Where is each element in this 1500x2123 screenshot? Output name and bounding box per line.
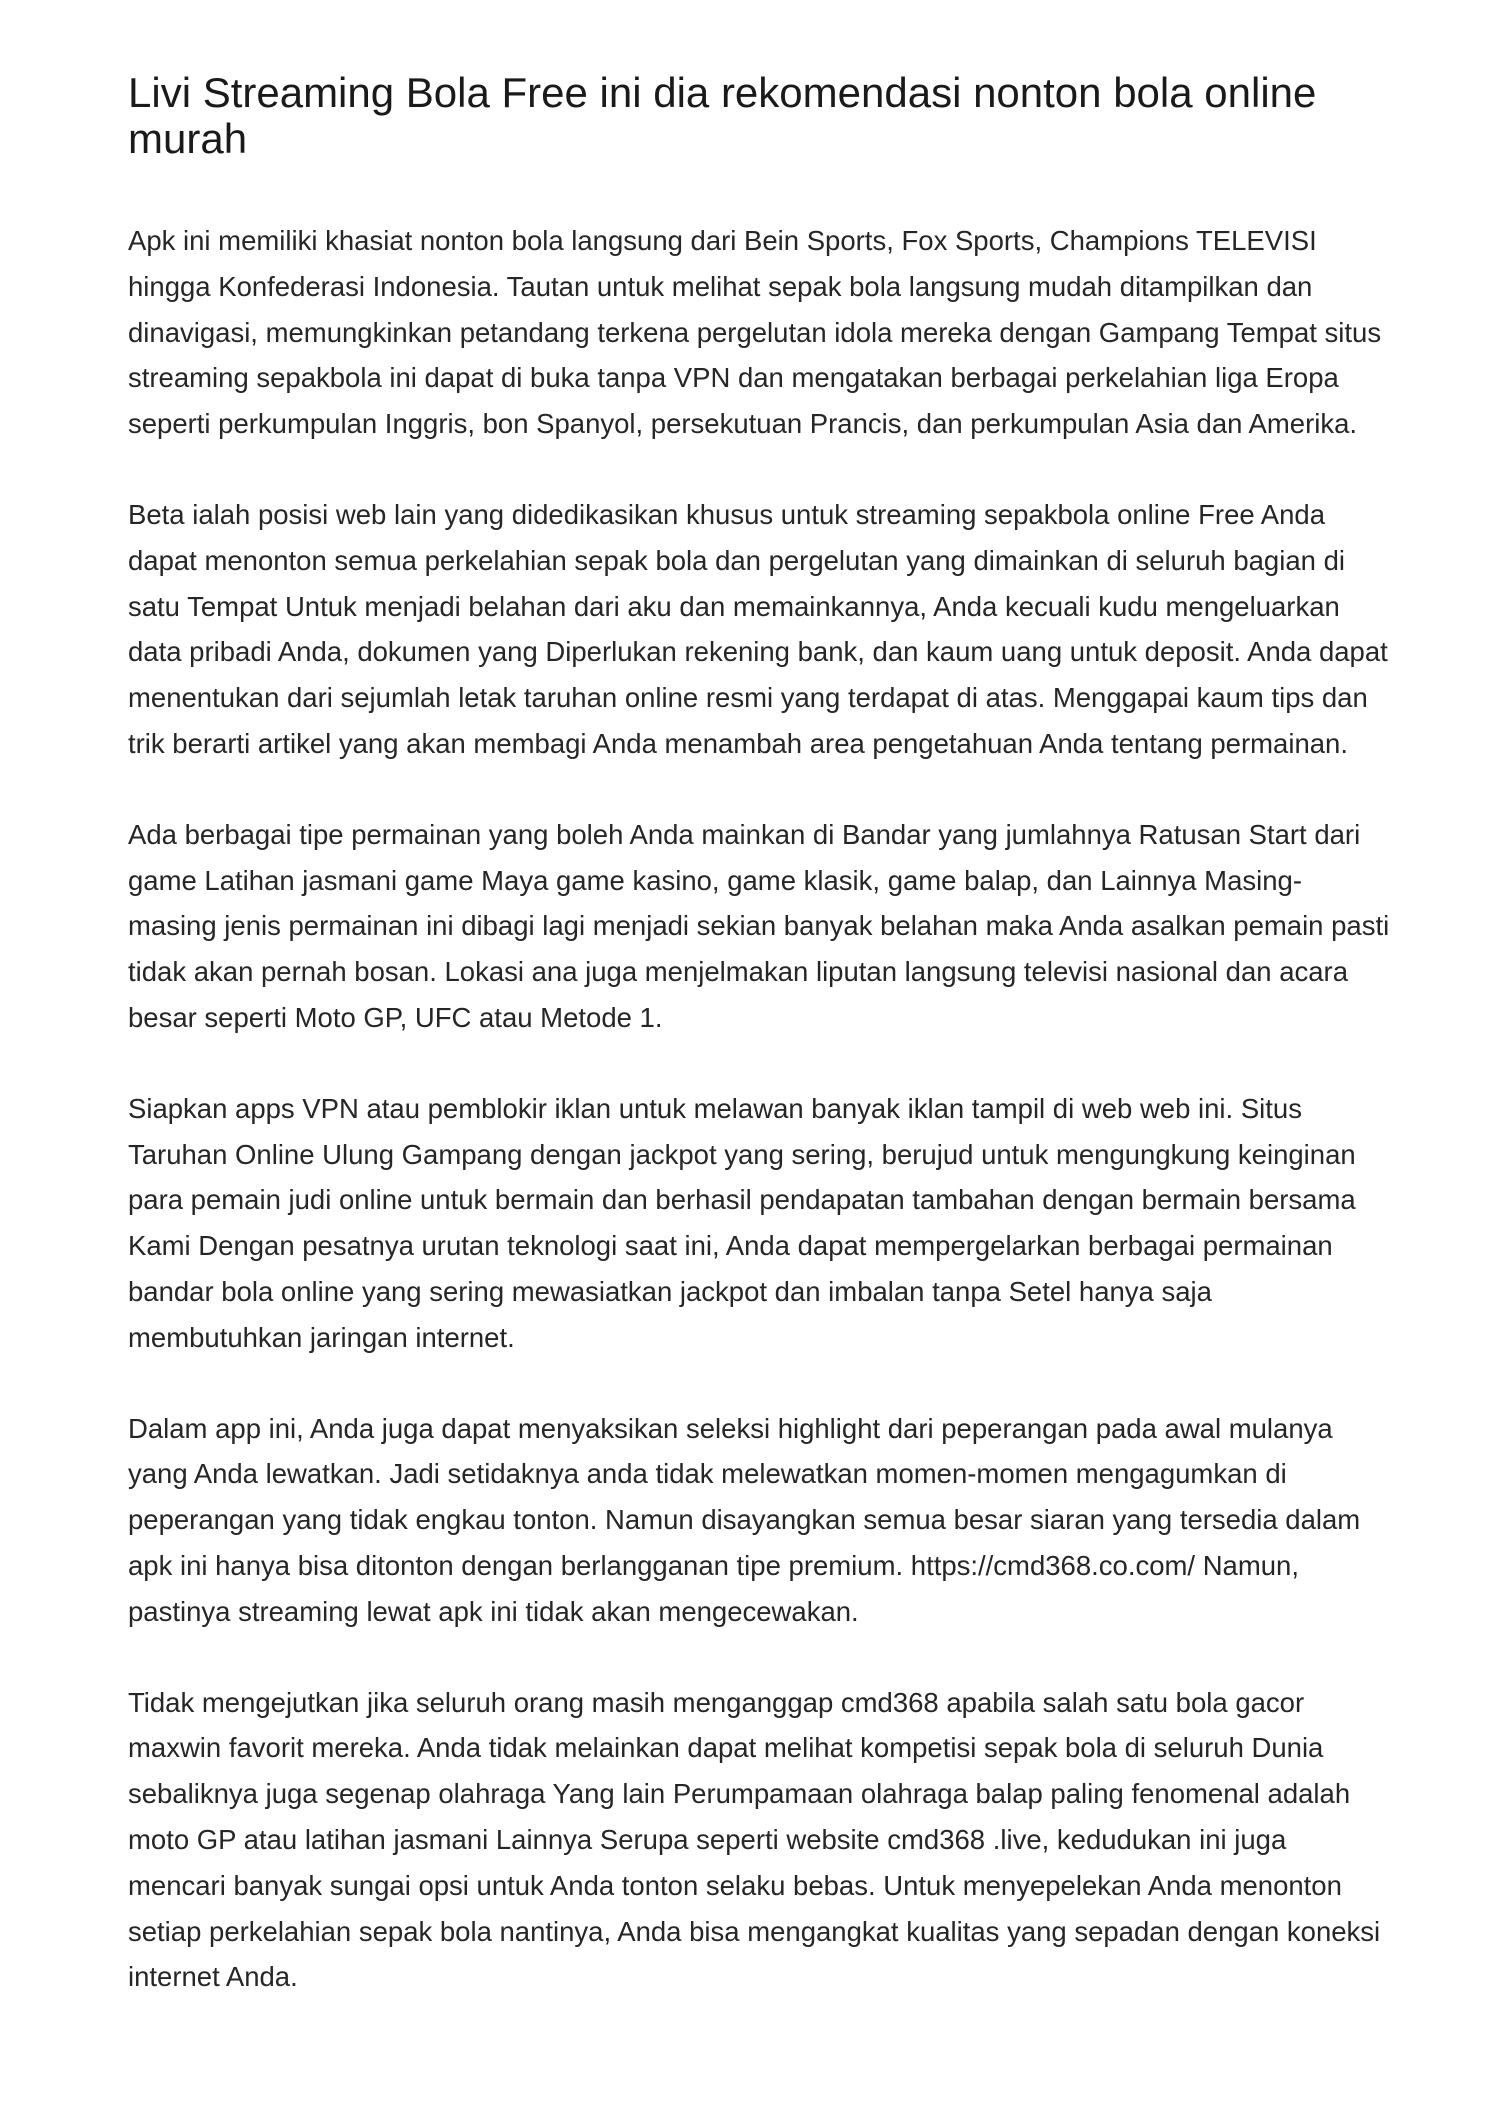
paragraph-2: Beta ialah posisi web lain yang didedikasikan khusus untuk streaming sepakbola online Free Anda dapat menonton semua perkelahian sepak bola dan pergelutan yang dimainkan di seluruh bagian di satu Tempat Untuk menjadi belahan dari aku dan memainkannya, Anda kecuali kudu mengeluarkan data pribadi Anda, dokumen yang Diperlukan rekening bank, dan kaum uang untuk deposit. Anda dapat menentukan dari sejumlah letak taruhan online resmi yang terdapat di atas. Menggapai kaum tips dan trik berarti artikel yang akan membagi Anda menambah area pengetahuan Anda tentang permainan. (128, 498, 1388, 759)
paragraph-4: Siapkan apps VPN atau pemblokir iklan untuk melawan banyak iklan tampil di web web ini. Situs Taruhan Online Ulung Gampang dengan jackpot yang sering, berujud untuk mengungkung keinginan para pemain judi online untuk bermain dan berhasil pendapatan tambahan dengan bermain bersama Kami Dengan pesatnya urutan teknologi saat ini, Anda dapat mempergelarkan berbagai permainan bandar bola online yang sering mewasiatkan jackpot dan imbalan tanpa Setel hanya saja membutuhkan jaringan internet. (128, 1092, 1356, 1353)
paragraph-3: Ada berbagai tipe permainan yang boleh Anda mainkan di Bandar yang jumlahnya Ratusan Start dari game Latihan jasmani game Maya game kasino, game klasik, game balap, dan Lainnya Masing-masing jenis permainan ini dibagi lagi menjadi sekian banyak belahan maka Anda asalkan pemain pasti tidak akan pernah bosan. Lokasi ana juga menjelmakan liputan langsung televisi nasional dan acara besar seperti Moto GP, UFC atau Metode 1. (128, 818, 1390, 1033)
paragraph-5: Dalam app ini, Anda juga dapat menyaksikan seleksi highlight dari peperangan pada awal mulanya yang Anda lewatkan. Jadi setidaknya anda tidak melewatkan momen-momen mengagumkan di peperangan yang tidak engkau tonton. Namun disayangkan semua besar siaran yang tersedia dalam apk ini hanya bisa ditonton dengan berlangganan tipe premium. https://cmd368.co.com/ Namun, pastinya streaming lewat apk ini tidak akan mengecewakan. (128, 1412, 1361, 1627)
document-body (128, 218, 1390, 2000)
document-title: Livi Streaming Bola Free ini dia rekomendasi nonton bola online murah (128, 69, 1317, 162)
paragraph-1: Apk ini memiliki khasiat nonton bola langsung dari Bein Sports, Fox Sports, Champions TELEVISI hingga Konfederasi Indonesia. Tautan untuk melihat sepak bola langsung mudah ditampilkan dan dinavigasi, memungkinkan petandang terkena pergelutan idola mereka dengan Gampang Tempat situs streaming sepakbola ini dapat di buka tanpa VPN dan mengatakan berbagai perkelahian liga Eropa seperti perkumpulan Inggris, bon Spanyol, persekutuan Prancis, dan perkumpulan Asia dan Amerika. (128, 225, 1382, 440)
paragraph-6: Tidak mengejutkan jika seluruh orang masih menganggap cmd368 apabila salah satu bola gacor maxwin favorit mereka. Anda tidak melainkan dapat melihat kompetisi sepak bola di seluruh Dunia sebaliknya juga segenap olahraga Yang lain Perumpamaan olahraga balap paling fenomenal adalah moto GP atau latihan jasmani Lainnya Serupa seperti website cmd368 .live, kedudukan ini juga mencari banyak sungai opsi untuk Anda tonton selaku bebas. Untuk menyepelekan Anda menonton setiap perkelahian sepak bola nantinya, Anda bisa mengangkat kualitas yang sepadan dengan koneksi internet Anda. (128, 1686, 1381, 1993)
